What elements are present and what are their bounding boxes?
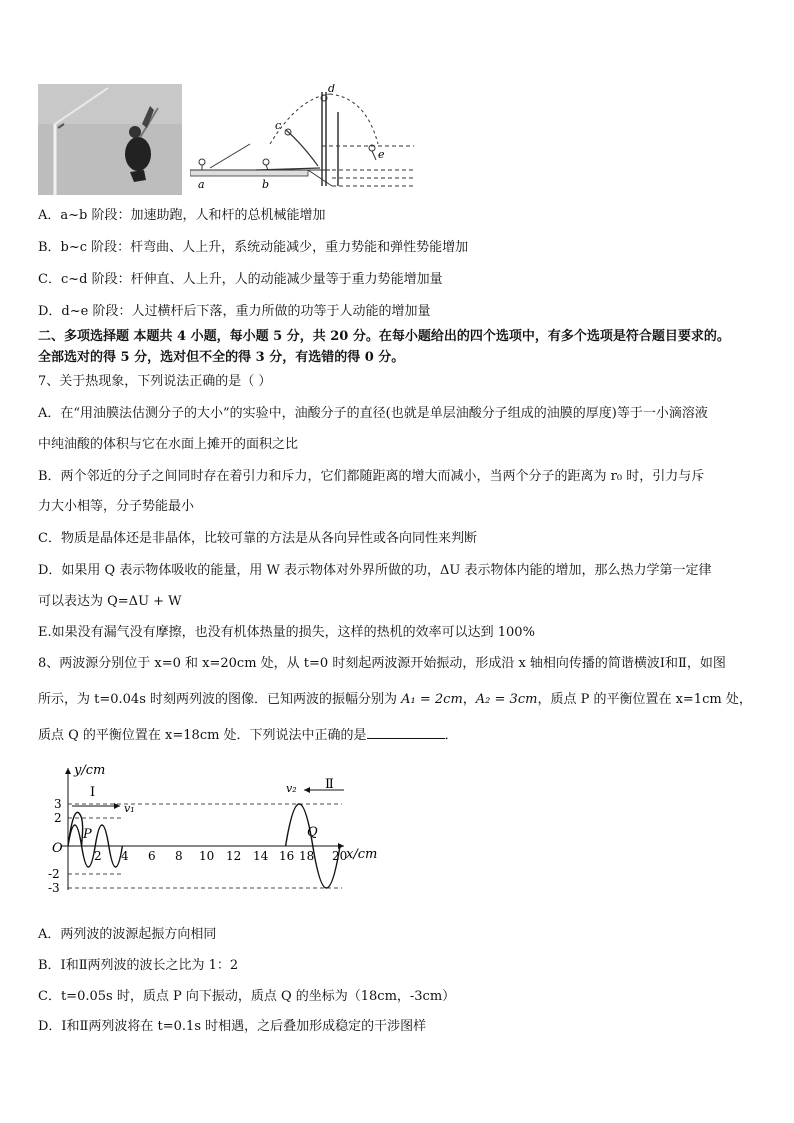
v1-label: v₁ [124,802,135,815]
x-tick-16: 16 [279,849,295,863]
q8-stem-text-b: ， [462,692,476,707]
q8-option-b: B．Ⅰ和Ⅱ两列波的波长之比为 1：2 [38,958,239,973]
y-tick-neg2: -2 [48,867,60,881]
y-tick-neg3: -3 [48,881,60,895]
x-tick-4: 4 [121,849,129,863]
q7-option-e: E.如果没有漏气没有摩擦，也没有机体热量的损失，这样的热机的效率可以达到 100% [38,625,535,640]
section-2-heading: 二、多项选择题 本题共 4 小题，每小题 5 分，共 20 分。在每小题给出的四个选项中，有多个选项是符合题目要求的。 [38,329,730,344]
y-tick-3: 3 [54,797,62,811]
point-q-label: Q [307,825,318,840]
q7-option-b-line1: B．两个邻近的分子之间同时存在着引力和斥力，它们都随距离的增大而减小，当两个分子的距离为 r₀ 时，引力与斥 [38,469,705,484]
pole-vault-photo [38,84,182,195]
x-tick-18: 18 [299,849,315,863]
label-c: c [275,119,282,132]
q7-option-c: C．物质是晶体还是非晶体，比较可靠的方法是从各向异性或各向同性来判断 [38,531,477,546]
x-tick-12: 12 [226,849,242,863]
x-tick-2: 2 [94,849,102,863]
q8-stem-text-a: 所示，为 t=0.04s 时刻两列波的图像．已知两波的振幅分别为 [38,692,402,707]
y-tick-2: 2 [54,811,62,825]
q8-stem-text-c: ，质点 P 的平衡位置在 x=1cm 处， [537,692,752,707]
q6-option-d: D．d~e 阶段：人过横杆后下落，重力所做的功等于人动能的增加量 [38,304,431,319]
q8-stem-line1: 8、两波源分别位于 x=0 和 x=20cm 处，从 t=0 时刻起两波源开始振动，形成沿 x 轴相向传播的简谐横波Ⅰ和Ⅱ，如图 [38,656,726,671]
q8-stem-line2 [38,691,752,709]
wave-1-label: Ⅰ [90,785,96,800]
x-tick-10: 10 [199,849,215,863]
q8-option-d: D．Ⅰ和Ⅱ两列波将在 t=0.1s 时相遇，之后叠加形成稳定的干涉图样 [38,1019,427,1034]
q7-option-d-line2: 可以表达为 Q=ΔU + W [38,594,182,609]
q8-option-a: A．两列波的波源起振方向相同 [38,927,217,942]
q8-stem-text-d: 质点 Q 的平衡位置在 x=18cm 处．下列说法中正确的是 [38,728,367,743]
v2-label: v₂ [286,782,297,795]
q6-option-c: C．c~d 阶段：杆伸直、人上升，人的动能减少量等于重力势能增加量 [38,272,443,287]
y-axis-label: y/cm [74,763,106,778]
x-axis-label: x/cm [346,847,378,862]
q7-option-a-line1: A．在“用油膜法估测分子的大小”的实验中，油酸分子的直径(也就是单层油酸分子组成的油膜的厚度)等于一小滴溶液 [38,406,708,421]
q7-option-d-line1: D．如果用 Q 表示物体吸收的能量，用 W 表示物体对外界所做的功，ΔU 表示物体内能的增加，那么热力学第一定律 [38,563,712,578]
label-d: d [328,84,336,95]
point-p-label: P [83,827,92,842]
wave-2-label: Ⅱ [325,777,334,792]
amplitude-1: A₁ = 2cm [401,692,463,707]
x-tick-6: 6 [148,849,156,863]
q8-option-c: C．t=0.05s 时，质点 P 向下振动，质点 Q 的坐标为（18cm，-3cm） [38,989,456,1004]
label-e: e [378,148,385,161]
pole-vault-stage-diagram [190,84,414,196]
q6-option-a: A．a~b 阶段：加速助跑，人和杆的总机械能增加 [38,208,326,223]
x-tick-20: 20 [332,849,348,863]
section-2-scoring: 全部选对的得 5 分，选对但不全的得 3 分，有选错的得 0 分。 [38,350,405,365]
amplitude-2: A₂ = 3cm [475,692,538,707]
q8-stem-line3 [38,726,458,745]
q7-stem: 7、关于热现象，下列说法正确的是（ ） [38,374,272,389]
answer-blank[interactable] [367,726,445,739]
label-b: b [262,178,270,191]
wave-graph [42,758,392,900]
origin-label: O [52,841,63,856]
q7-option-a-line2: 中纯油酸的体积与它在水面上摊开的面积之比 [38,437,299,452]
q6-option-b: B．b~c 阶段：杆弯曲、人上升，系统动能减少，重力势能和弹性势能增加 [38,240,469,255]
q7-option-b-line2: 力大小相等，分子势能最小 [38,499,195,514]
x-tick-8: 8 [175,849,183,863]
label-a: a [198,178,205,191]
q8-stem-end: ． [444,728,458,743]
x-tick-14: 14 [253,849,269,863]
